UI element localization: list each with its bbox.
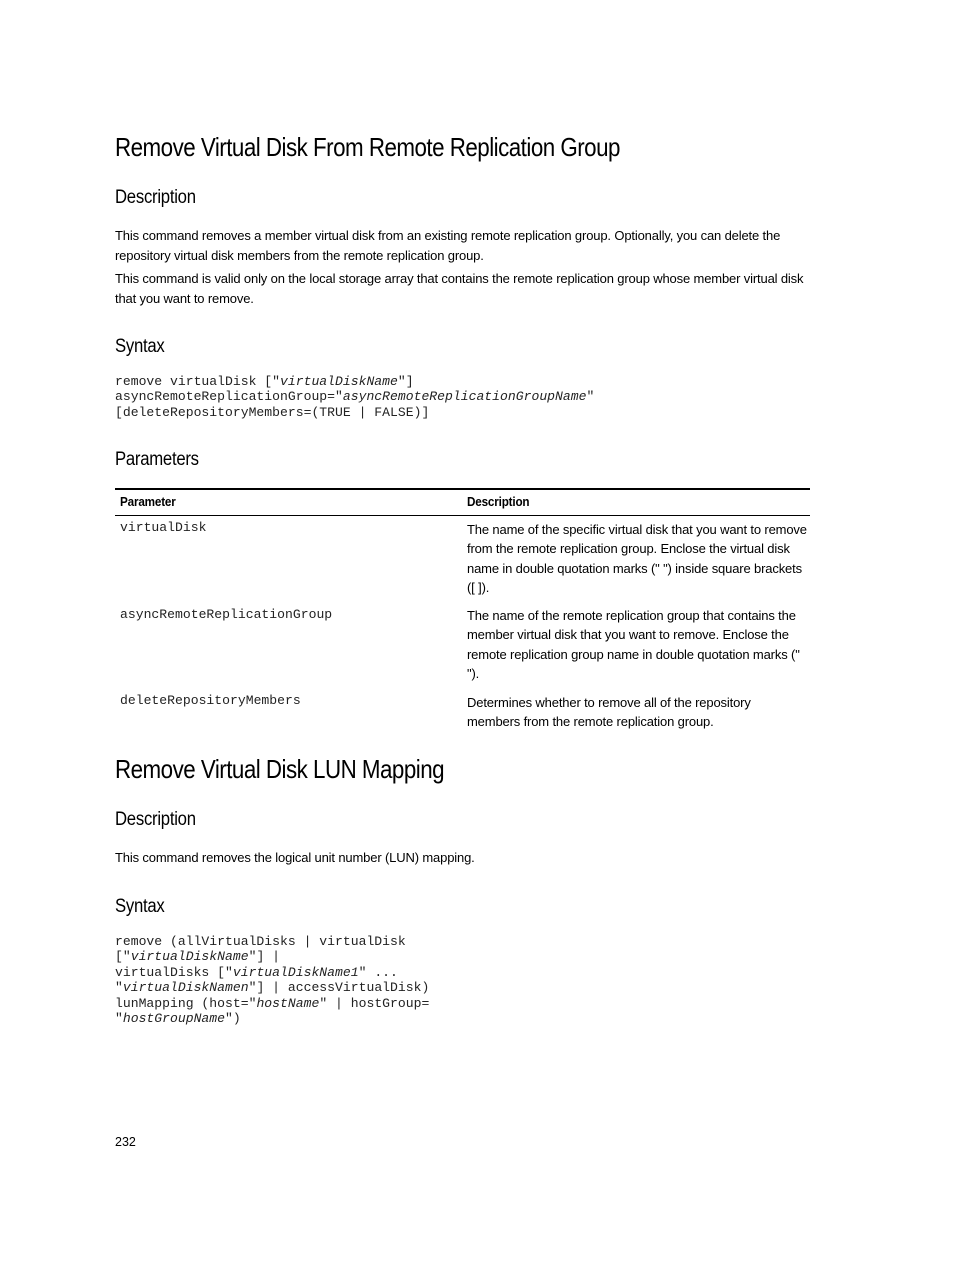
code-line: lunMapping (host="hostName" | hostGroup= <box>115 995 430 1011</box>
table-cell-parameter: virtualDisk <box>120 520 207 535</box>
table-cell-description: The name of the remote replication group that contains the member virtual disk that you want to remove. Enclose the remote replication group name in double quotation marks (" "). <box>467 608 800 681</box>
code-line: "hostGroupName") <box>115 1011 241 1027</box>
code-line: "virtualDiskNamen"] | accessVirtualDisk) <box>115 980 430 996</box>
table-cell-parameter: deleteRepositoryMembers <box>120 693 301 708</box>
code-line: ["virtualDiskName"] | <box>115 949 281 965</box>
syntax-code-block <box>115 374 594 420</box>
table-cell-description: Determines whether to remove all of the repository members from the remote replication group. <box>467 695 751 730</box>
table-cell-description: The name of the specific virtual disk that you want to remove from the remote replication group. Enclose the virtual disk name in double quotation marks (" ") inside square brackets ([ ]). <box>467 522 807 595</box>
table-header-description: Description <box>467 494 530 509</box>
parameters-heading: Parameters <box>115 449 199 470</box>
syntax-heading: Syntax <box>115 336 165 357</box>
table-top-rule <box>115 488 810 490</box>
section-title: Remove Virtual Disk LUN Mapping <box>115 754 445 784</box>
code-line: asyncRemoteReplicationGroup="asyncRemoteReplicationGroupName" <box>115 389 595 405</box>
description-heading: Description <box>115 187 196 208</box>
syntax-heading: Syntax <box>115 896 165 917</box>
description-paragraph: This command is valid only on the local storage array that contains the remote replication group whose member virtual disk that you want to remove. <box>115 271 804 306</box>
description-paragraph: This command removes a member virtual disk from an existing remote replication group. Optionally, you can delete the repository virtual disk members from the remote replication group. <box>115 228 781 263</box>
table-header-parameter: Parameter <box>120 494 176 509</box>
code-line: remove (allVirtualDisks | virtualDisk <box>115 934 406 949</box>
code-line: virtualDisks ["virtualDiskName1" ... <box>115 964 398 980</box>
syntax-code-block <box>115 934 429 1026</box>
section-title: Remove Virtual Disk From Remote Replication Group <box>115 132 620 162</box>
page-number: 232 <box>115 1135 136 1149</box>
table-header-rule <box>115 515 810 516</box>
description-paragraph: This command removes the logical unit number (LUN) mapping. <box>115 850 475 865</box>
description-heading: Description <box>115 809 196 830</box>
table-cell-parameter: asyncRemoteReplicationGroup <box>120 607 333 622</box>
code-line: [deleteRepositoryMembers=(TRUE | FALSE)] <box>115 404 430 420</box>
code-line: remove virtualDisk ["virtualDiskName"] <box>115 374 414 389</box>
